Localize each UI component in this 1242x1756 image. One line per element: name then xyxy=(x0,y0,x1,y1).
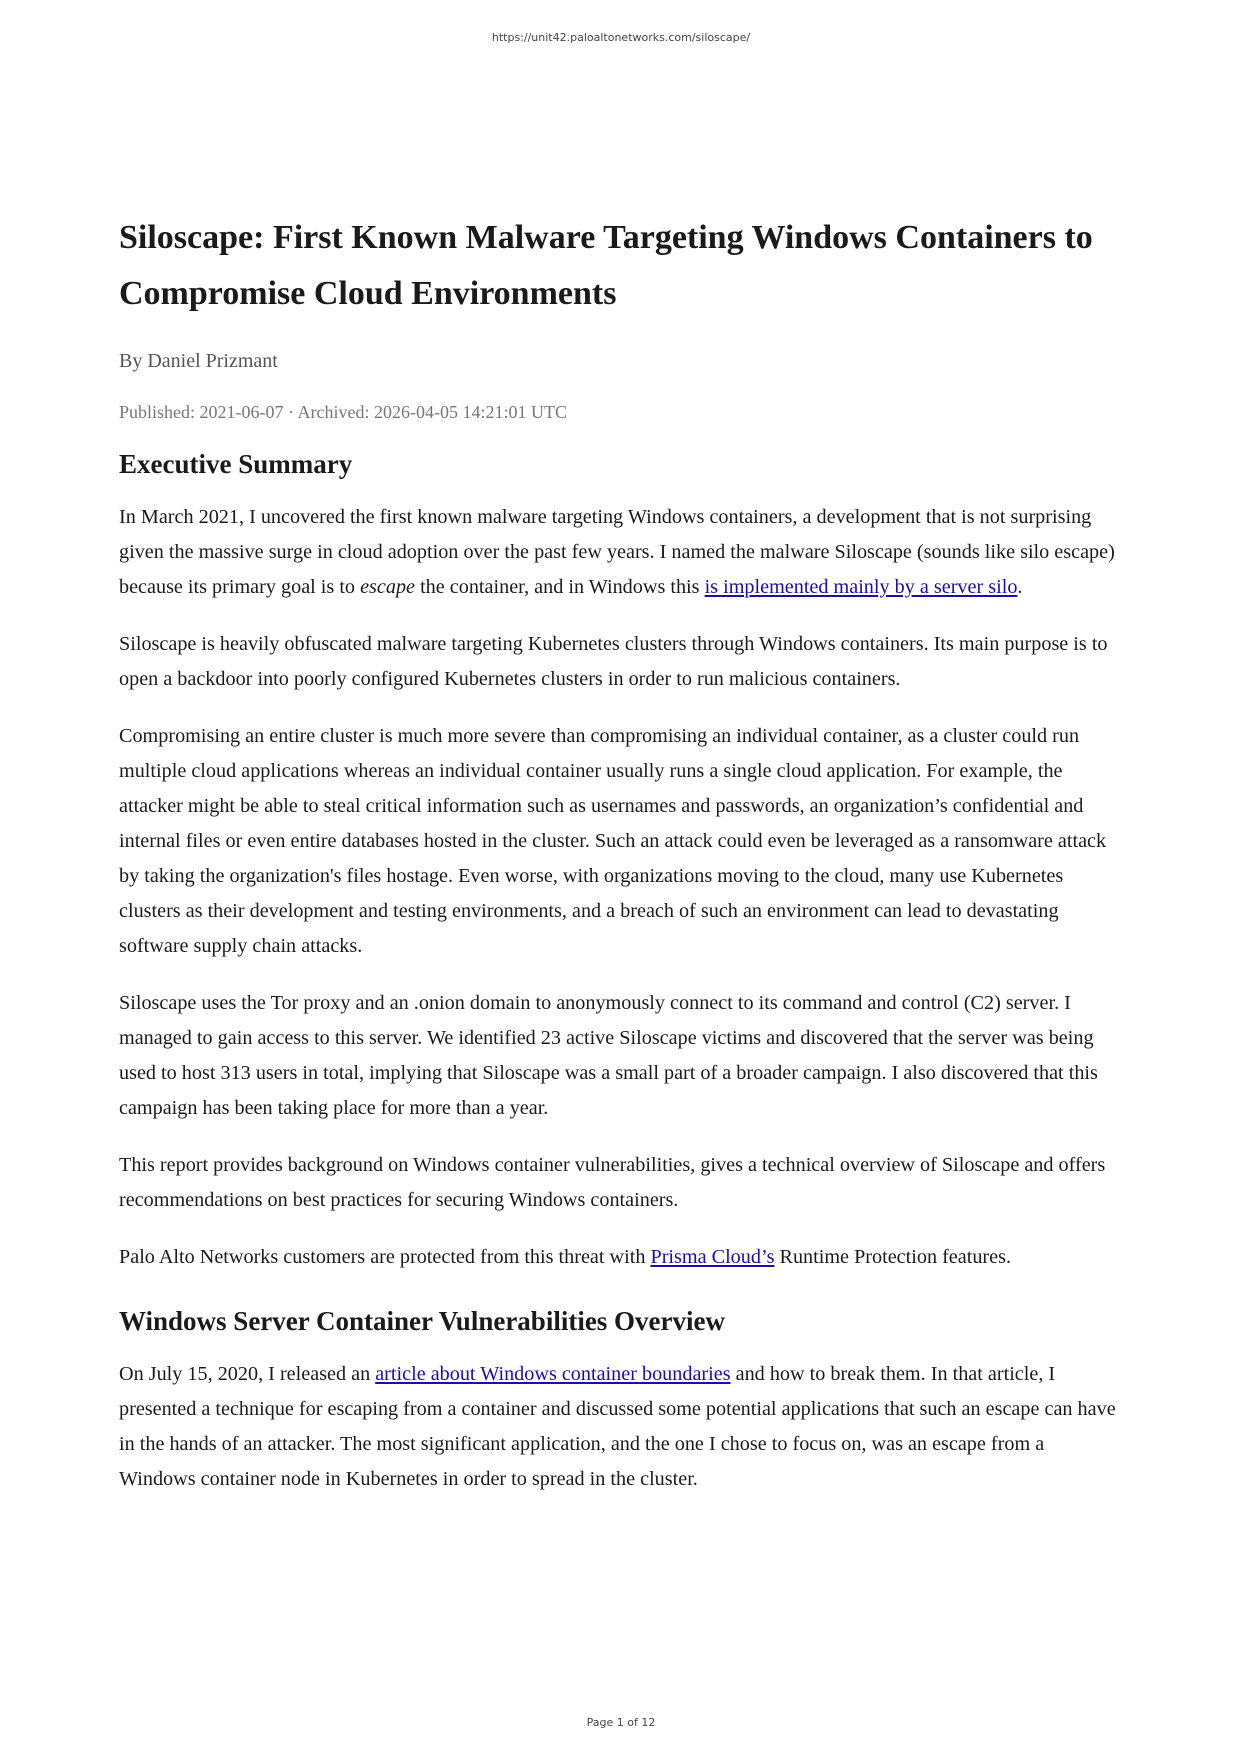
page-url-header: https://unit42.paloaltonetworks.com/siloscape/ xyxy=(491,31,751,44)
paragraph: This report provides background on Windows container vulnerabilities, gives a technical overview of Siloscape and offers recommendations on best practices for securing Windows containers. xyxy=(119,1154,1106,1211)
publish-meta: Published: 2021-06-07 · Archived: 2026-04-05 14:21:01 UTC xyxy=(119,402,567,422)
prisma-cloud-link[interactable]: Prisma Cloud’s xyxy=(650,1246,775,1268)
paragraph xyxy=(119,500,1124,605)
text: Runtime Protection features. xyxy=(774,1246,1012,1268)
article xyxy=(119,210,1124,1519)
paragraph xyxy=(119,1357,1124,1497)
container-boundaries-article-link[interactable]: article about Windows container boundaries xyxy=(375,1363,731,1385)
text: Palo Alto Networks customers are protected from this threat with xyxy=(119,1246,651,1268)
section-container-vulnerabilities xyxy=(119,1301,1124,1497)
section-heading: Windows Server Container Vulnerabilities Overview xyxy=(119,1306,726,1336)
section-executive-summary xyxy=(119,444,1124,1275)
text: On July 15, 2020, I released an xyxy=(119,1363,376,1385)
text: In March 2021, I uncovered the first known malware targeting Windows containers, a development that is not surprising given the massive surge in cloud adoption over the past few years. I named the malware Siloscape (sounds like silo escape) because its primary goal is to xyxy=(119,506,1115,598)
paragraph: Compromising an entire cluster is much more severe than compromising an individual container, as a cluster could run multiple cloud applications whereas an individual container usually runs a single cloud application. For example, the attacker might be able to steal critical information such as usernames and passwords, an organization’s confidential and internal files or even entire databases hosted in the cluster. Such an attack could even be leveraged as a ransomware attack by taking the organization's files hostage. Even worse, with organizations moving to the cloud, many use Kubernetes clusters as their development and testing environments, and a breach of such an environment can lead to devastating software supply chain attacks. xyxy=(119,725,1107,957)
page-number: Page 1 of 12 xyxy=(586,1716,656,1729)
paragraph: Siloscape is heavily obfuscated malware targeting Kubernetes clusters through Windows containers. Its main purpose is to open a backdoor into poorly configured Kubernetes clusters in order to run malicious containers. xyxy=(119,633,1108,690)
paragraph: Siloscape uses the Tor proxy and an .onion domain to anonymously connect to its command and control (C2) server. I managed to gain access to this server. We identified 23 active Siloscape victims and discovered that the server was being used to host 313 users in total, implying that Siloscape was a small part of a broader campaign. I also discovered that this campaign has been taking place for more than a year. xyxy=(119,992,1098,1119)
section-heading: Executive Summary xyxy=(119,449,353,479)
text: . xyxy=(1017,576,1023,598)
text: and how to break them. In that article, I presented a technique for escaping from a container and discussed some potential applications that such an escape can have in the hands of an attacker. The most significant application, and the one I chose to focus on, was an escape from a Windows container node in Kubernetes in order to spread in the cluster. xyxy=(119,1363,1116,1490)
paragraph xyxy=(119,1240,1124,1275)
article-title: Siloscape: First Known Malware Targeting Windows Containers to Compromise Cloud Environments xyxy=(119,219,1093,312)
text: the container, and in Windows this xyxy=(415,576,705,598)
server-silo-link[interactable]: is implemented mainly by a server silo xyxy=(704,576,1018,598)
emphasis-text: escape xyxy=(360,576,416,598)
author-byline: By Daniel Prizmant xyxy=(119,350,278,372)
